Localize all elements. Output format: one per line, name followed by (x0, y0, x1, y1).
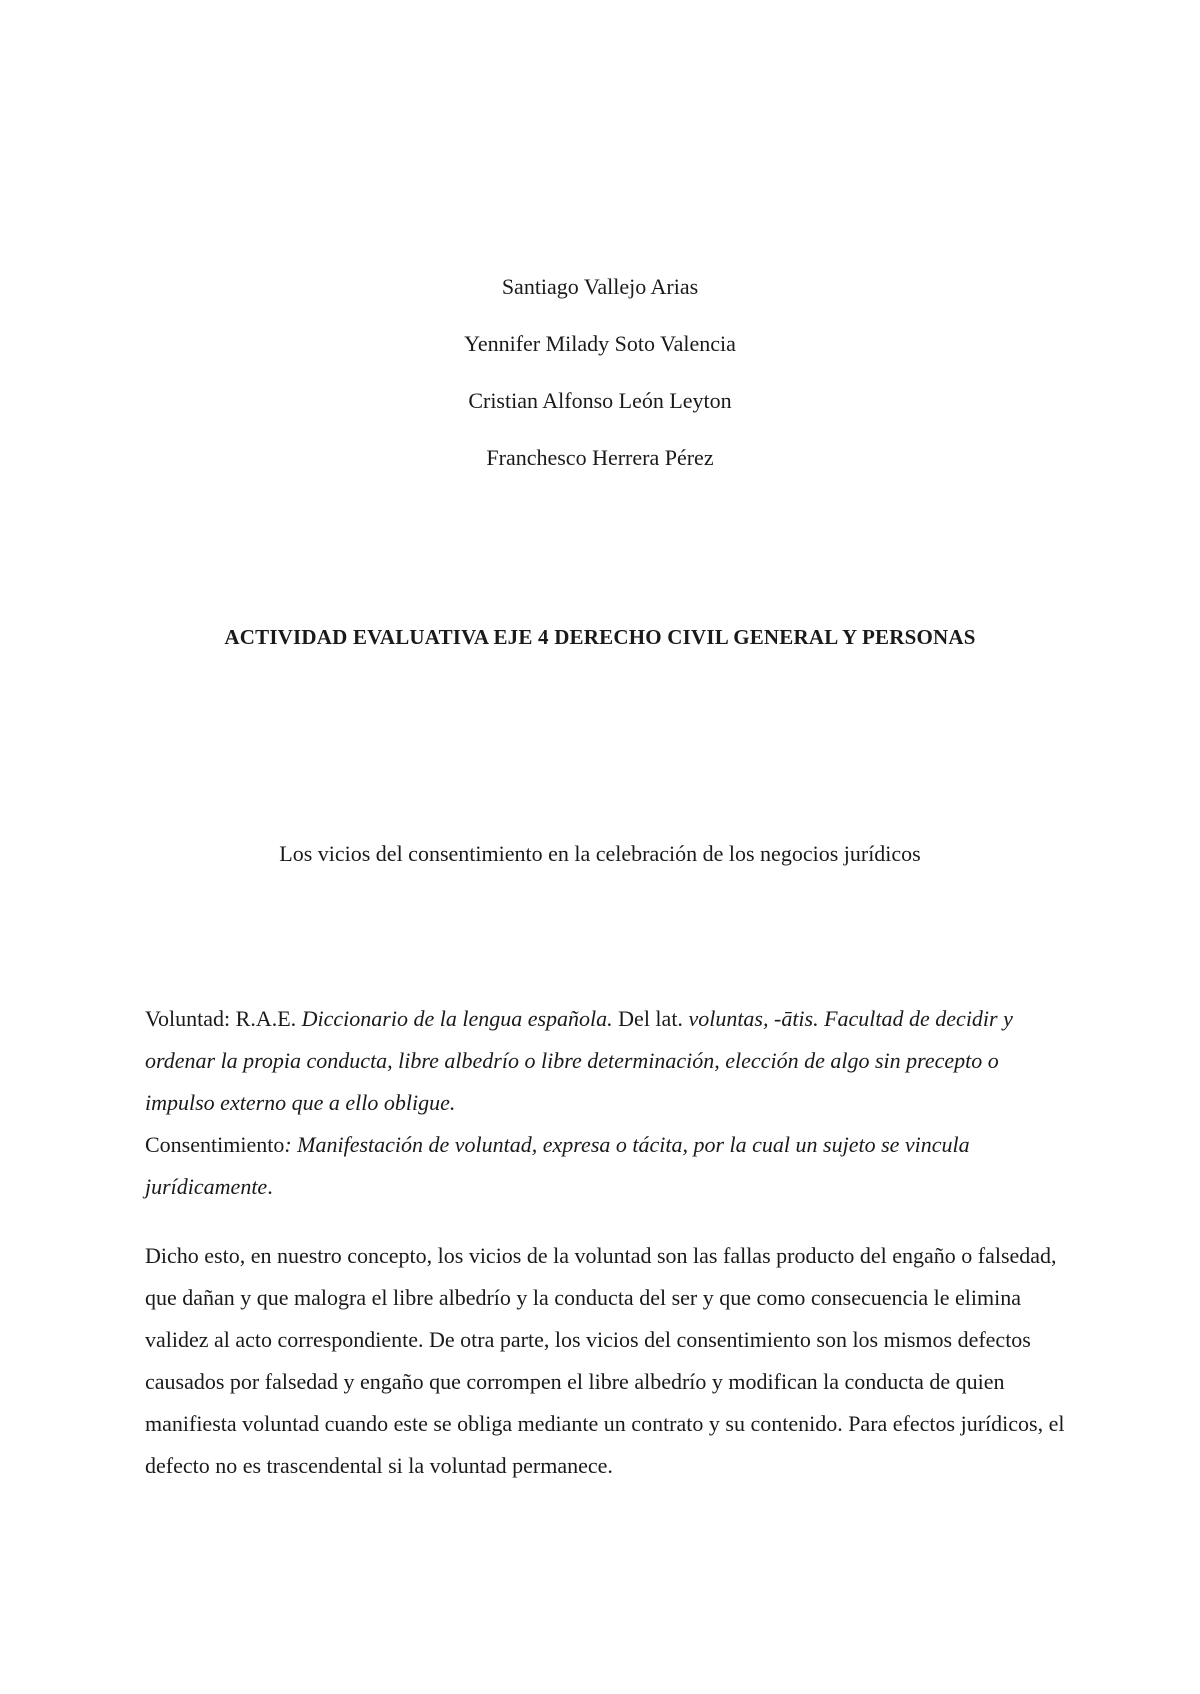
document-subtitle: Los vicios del consentimiento en la celebración de los negocios jurídicos (279, 841, 921, 866)
definitions (145, 998, 1065, 1208)
definition-source: Diccionario de la lengua española. (301, 1006, 613, 1031)
definition-term: Consentimiento (145, 1132, 285, 1157)
author-list (0, 274, 1200, 505)
definition-voluntad (145, 998, 1065, 1124)
author-name: Cristian Alfonso León Leyton (468, 388, 732, 413)
definition-term: Voluntad: R.A.E. (145, 1006, 302, 1031)
definition-consentimiento (145, 1124, 1065, 1208)
definition-text: : Manifestación de voluntad, expresa o tácita, por la cual un sujeto se vincula jurídicamente (145, 1132, 970, 1199)
author-name: Franchesco Herrera Pérez (486, 445, 714, 470)
author-name: Santiago Vallejo Arias (501, 274, 699, 299)
body-paragraph: Dicho esto, en nuestro concepto, los vicios de la voluntad son las fallas producto del engaño o falsedad, que dañan y que malogra el libre albedrío y la conducta del ser y que como consecuencia le elimina validez al acto correspondiente. De otra parte, los vicios del consentimiento son los mismos defectos causados por falsedad y engaño que corrompen el libre albedrío y modifican la conducta de quien manifiesta voluntad cuando este se obliga mediante un contrato y su contenido. Para efectos jurídicos, el defecto no es trascendental si la voluntad permanece. (145, 1243, 1065, 1478)
definition-lat: Del lat. (612, 1006, 689, 1031)
document-title: ACTIVIDAD EVALUATIVA EJE 4 DERECHO CIVIL GENERAL Y PERSONAS (224, 625, 976, 649)
author-name: Yennifer Milady Soto Valencia (464, 331, 736, 356)
definition-end: . (267, 1174, 273, 1199)
definition-text: voluntas, -ātis. Facultad de decidir y ordenar la propia conducta, libre albedrío o libre determinación, elección de algo sin precepto o impulso externo que a ello obligue. (145, 1006, 1013, 1115)
